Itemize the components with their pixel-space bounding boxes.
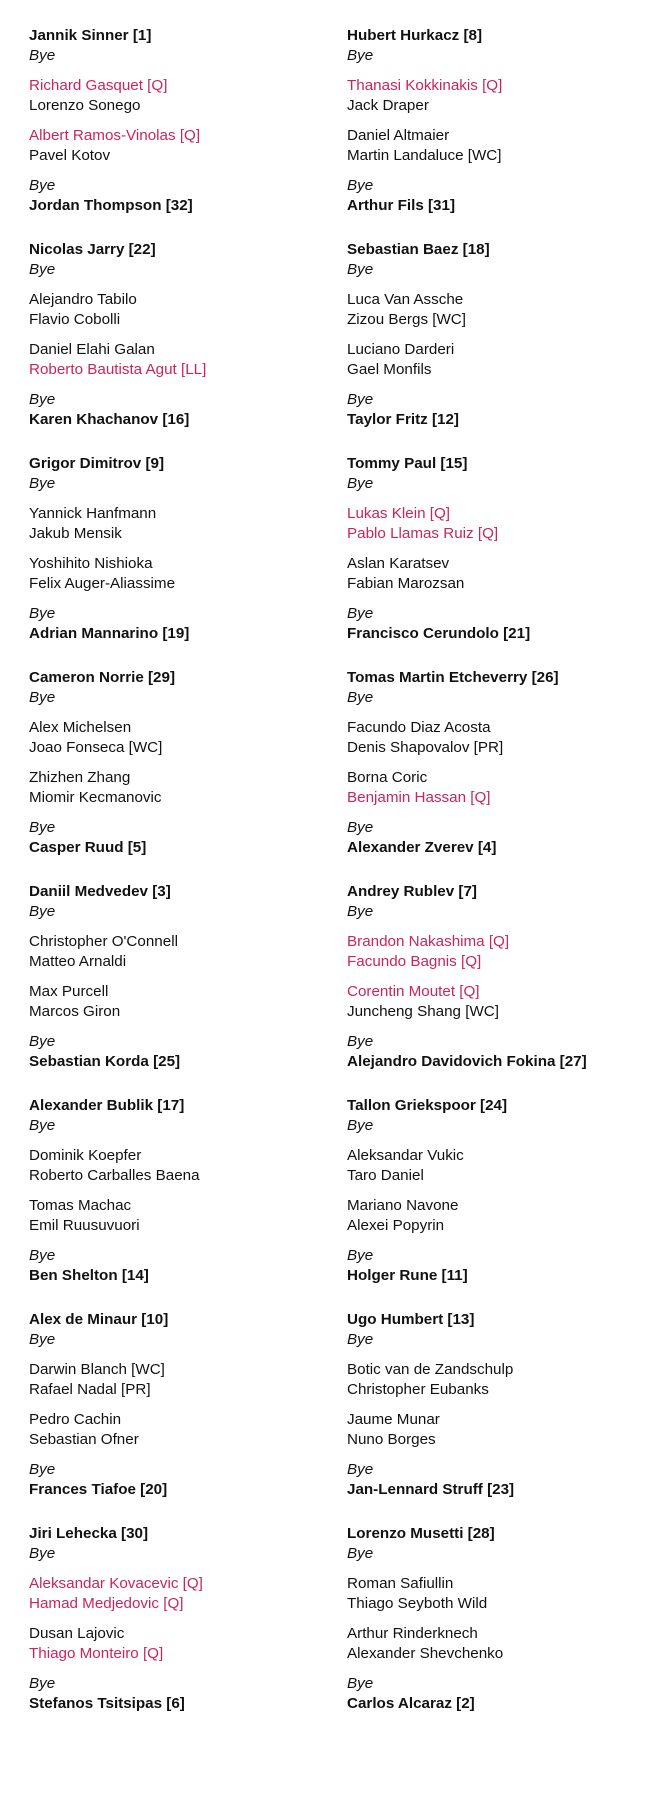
player-name: Daniel Altmaier bbox=[347, 127, 450, 144]
qualifier-player-name: Benjamin Hassan [Q] bbox=[347, 789, 491, 806]
qualifier-player-name: Roberto Bautista Agut [LL] bbox=[29, 361, 207, 378]
player-name: Pedro Cachin bbox=[29, 1411, 122, 1428]
bye-label: Bye bbox=[347, 177, 374, 194]
match-spacer bbox=[29, 922, 329, 932]
seeded-player-name: Ugo Humbert [13] bbox=[347, 1311, 475, 1328]
match-spacer bbox=[29, 166, 329, 176]
qualifier-player-name: Facundo Bagnis [Q] bbox=[347, 953, 482, 970]
match-spacer bbox=[29, 1186, 329, 1196]
draw-section bbox=[29, 668, 329, 858]
bye-label: Bye bbox=[347, 1331, 374, 1348]
match-spacer bbox=[347, 1136, 647, 1146]
player-name: Jakub Mensik bbox=[29, 525, 122, 542]
seeded-player-name: Stefanos Tsitsipas [6] bbox=[29, 1695, 185, 1712]
seeded-player-name: Karen Khachanov [16] bbox=[29, 411, 190, 428]
bye-label: Bye bbox=[29, 47, 56, 64]
player-name: Jaume Munar bbox=[347, 1411, 440, 1428]
qualifier-player-name: Brandon Nakashima [Q] bbox=[347, 933, 510, 950]
player-name: Alexander Shevchenko bbox=[347, 1645, 504, 1662]
match-spacer bbox=[29, 1450, 329, 1460]
player-name: Luca Van Assche bbox=[347, 291, 464, 308]
match-spacer bbox=[347, 1186, 647, 1196]
player-name: Zizou Bergs [WC] bbox=[347, 311, 466, 328]
match-spacer bbox=[347, 330, 647, 340]
seeded-player-name: Arthur Fils [31] bbox=[347, 197, 456, 214]
bye-label: Bye bbox=[347, 903, 374, 920]
qualifier-player-name: Richard Gasquet [Q] bbox=[29, 77, 168, 94]
player-name: Zhizhen Zhang bbox=[29, 769, 131, 786]
seeded-player-name: Francisco Cerundolo [21] bbox=[347, 625, 531, 642]
seeded-player-name: Sebastian Baez [18] bbox=[347, 241, 490, 258]
player-name: Sebastian Ofner bbox=[29, 1431, 139, 1448]
match-spacer bbox=[29, 330, 329, 340]
bye-label: Bye bbox=[347, 1545, 374, 1562]
player-name: Darwin Blanch [WC] bbox=[29, 1361, 165, 1378]
qualifier-player-name: Albert Ramos-Vinolas [Q] bbox=[29, 127, 201, 144]
bye-label: Bye bbox=[29, 261, 56, 278]
player-name: Tomas Machac bbox=[29, 1197, 132, 1214]
player-name: Luciano Darderi bbox=[347, 341, 455, 358]
bye-label: Bye bbox=[29, 475, 56, 492]
match-spacer bbox=[347, 1350, 647, 1360]
draw-section bbox=[347, 1310, 647, 1500]
match-spacer bbox=[347, 544, 647, 554]
player-name: Dusan Lajovic bbox=[29, 1625, 125, 1642]
player-name: Christopher Eubanks bbox=[347, 1381, 489, 1398]
player-name: Daniel Elahi Galan bbox=[29, 341, 155, 358]
bye-label: Bye bbox=[29, 689, 56, 706]
player-name: Miomir Kecmanovic bbox=[29, 789, 162, 806]
bye-label: Bye bbox=[347, 605, 374, 622]
bye-label: Bye bbox=[347, 689, 374, 706]
match-spacer bbox=[347, 1614, 647, 1624]
bye-label: Bye bbox=[347, 1117, 374, 1134]
draw-section bbox=[29, 454, 329, 644]
draw-section bbox=[347, 668, 647, 858]
bye-label: Bye bbox=[29, 1545, 56, 1562]
seeded-player-name: Casper Ruud [5] bbox=[29, 839, 147, 856]
player-name: Flavio Cobolli bbox=[29, 311, 121, 328]
match-spacer bbox=[347, 972, 647, 982]
draw-section bbox=[29, 1096, 329, 1286]
match-spacer bbox=[29, 1614, 329, 1624]
bye-label: Bye bbox=[29, 1117, 56, 1134]
player-name: Yoshihito Nishioka bbox=[29, 555, 153, 572]
seeded-player-name: Alexander Zverev [4] bbox=[347, 839, 497, 856]
bye-label: Bye bbox=[29, 903, 56, 920]
seeded-player-name: Sebastian Korda [25] bbox=[29, 1053, 181, 1070]
player-name: Pavel Kotov bbox=[29, 147, 111, 164]
match-spacer bbox=[347, 808, 647, 818]
bye-label: Bye bbox=[347, 1675, 374, 1692]
player-name: Botic van de Zandschulp bbox=[347, 1361, 514, 1378]
bye-label: Bye bbox=[347, 391, 374, 408]
bye-label: Bye bbox=[347, 261, 374, 278]
match-spacer bbox=[347, 922, 647, 932]
player-name: Marcos Giron bbox=[29, 1003, 121, 1020]
bye-label: Bye bbox=[29, 819, 56, 836]
seeded-player-name: Jannik Sinner [1] bbox=[29, 27, 152, 44]
bye-label: Bye bbox=[347, 1033, 374, 1050]
draw-section bbox=[347, 882, 647, 1072]
match-spacer bbox=[347, 1400, 647, 1410]
player-name: Joao Fonseca [WC] bbox=[29, 739, 163, 756]
match-spacer bbox=[347, 116, 647, 126]
player-name: Rafael Nadal [PR] bbox=[29, 1381, 151, 1398]
draw-section bbox=[347, 26, 647, 216]
player-name: Taro Daniel bbox=[347, 1167, 424, 1184]
draw-section bbox=[29, 240, 329, 430]
match-spacer bbox=[347, 1450, 647, 1460]
seeded-player-name: Grigor Dimitrov [9] bbox=[29, 455, 165, 472]
seeded-player-name: Ben Shelton [14] bbox=[29, 1267, 149, 1284]
qualifier-player-name: Corentin Moutet [Q] bbox=[347, 983, 480, 1000]
player-name: Fabian Marozsan bbox=[347, 575, 465, 592]
match-spacer bbox=[29, 972, 329, 982]
player-name: Emil Ruusuvuori bbox=[29, 1217, 140, 1234]
seeded-player-name: Alejandro Davidovich Fokina [27] bbox=[347, 1053, 587, 1070]
seeded-player-name: Taylor Fritz [12] bbox=[347, 411, 459, 428]
player-name: Matteo Arnaldi bbox=[29, 953, 127, 970]
match-spacer bbox=[347, 494, 647, 504]
player-name: Lorenzo Sonego bbox=[29, 97, 141, 114]
seeded-player-name: Tallon Griekspoor [24] bbox=[347, 1097, 508, 1114]
draw-section bbox=[29, 26, 329, 216]
match-spacer bbox=[347, 758, 647, 768]
seeded-player-name: Carlos Alcaraz [2] bbox=[347, 1695, 475, 1712]
seeded-player-name: Alex de Minaur [10] bbox=[29, 1311, 169, 1328]
draw-section bbox=[347, 1096, 647, 1286]
draw-section bbox=[347, 1524, 647, 1714]
player-name: Denis Shapovalov [PR] bbox=[347, 739, 504, 756]
match-spacer bbox=[29, 116, 329, 126]
match-spacer bbox=[29, 1136, 329, 1146]
match-spacer bbox=[347, 1664, 647, 1674]
qualifier-player-name: Pablo Llamas Ruiz [Q] bbox=[347, 525, 499, 542]
match-spacer bbox=[29, 1664, 329, 1674]
match-spacer bbox=[29, 494, 329, 504]
seeded-player-name: Daniil Medvedev [3] bbox=[29, 883, 171, 900]
player-name: Alejandro Tabilo bbox=[29, 291, 137, 308]
qualifier-player-name: Hamad Medjedovic [Q] bbox=[29, 1595, 184, 1612]
seeded-player-name: Tomas Martin Etcheverry [26] bbox=[347, 669, 559, 686]
match-spacer bbox=[347, 166, 647, 176]
qualifier-player-name: Thanasi Kokkinakis [Q] bbox=[347, 77, 503, 94]
bye-label: Bye bbox=[347, 1461, 374, 1478]
match-spacer bbox=[29, 544, 329, 554]
bye-label: Bye bbox=[347, 475, 374, 492]
seeded-player-name: Hubert Hurkacz [8] bbox=[347, 27, 483, 44]
match-spacer bbox=[29, 1350, 329, 1360]
seeded-player-name: Tommy Paul [15] bbox=[347, 455, 468, 472]
match-spacer bbox=[29, 280, 329, 290]
bye-label: Bye bbox=[29, 605, 56, 622]
player-name: Christopher O'Connell bbox=[29, 933, 178, 950]
player-name: Yannick Hanfmann bbox=[29, 505, 157, 522]
player-name: Aleksandar Vukic bbox=[347, 1147, 464, 1164]
player-name: Arthur Rinderknech bbox=[347, 1625, 478, 1642]
player-name: Borna Coric bbox=[347, 769, 428, 786]
player-name: Roberto Carballes Baena bbox=[29, 1167, 200, 1184]
player-name: Dominik Koepfer bbox=[29, 1147, 142, 1164]
player-name: Alex Michelsen bbox=[29, 719, 132, 736]
draw-column-left bbox=[29, 26, 329, 1714]
player-name: Thiago Seyboth Wild bbox=[347, 1595, 488, 1612]
match-spacer bbox=[29, 1022, 329, 1032]
bye-label: Bye bbox=[29, 1331, 56, 1348]
match-spacer bbox=[347, 1022, 647, 1032]
player-name: Alexei Popyrin bbox=[347, 1217, 445, 1234]
match-spacer bbox=[29, 758, 329, 768]
bye-label: Bye bbox=[29, 1461, 56, 1478]
match-spacer bbox=[29, 808, 329, 818]
player-name: Roman Safiullin bbox=[347, 1575, 454, 1592]
player-name: Max Purcell bbox=[29, 983, 109, 1000]
player-name: Gael Monfils bbox=[347, 361, 432, 378]
bye-label: Bye bbox=[347, 47, 374, 64]
draw-column-right bbox=[347, 26, 647, 1714]
seeded-player-name: Jan-Lennard Struff [23] bbox=[347, 1481, 515, 1498]
match-spacer bbox=[347, 708, 647, 718]
draw-section bbox=[29, 1524, 329, 1714]
match-spacer bbox=[29, 1564, 329, 1574]
draw-section bbox=[29, 882, 329, 1072]
match-spacer bbox=[29, 1400, 329, 1410]
match-spacer bbox=[347, 66, 647, 76]
match-spacer bbox=[347, 1564, 647, 1574]
match-spacer bbox=[29, 708, 329, 718]
seeded-player-name: Jiri Lehecka [30] bbox=[29, 1525, 149, 1542]
qualifier-player-name: Lukas Klein [Q] bbox=[347, 505, 450, 522]
bye-label: Bye bbox=[347, 819, 374, 836]
match-spacer bbox=[347, 280, 647, 290]
bye-label: Bye bbox=[29, 391, 56, 408]
player-name: Facundo Diaz Acosta bbox=[347, 719, 491, 736]
draw-section bbox=[347, 454, 647, 644]
player-name: Jack Draper bbox=[347, 97, 429, 114]
bye-label: Bye bbox=[29, 177, 56, 194]
draw-section bbox=[347, 240, 647, 430]
match-spacer bbox=[29, 380, 329, 390]
qualifier-player-name: Aleksandar Kovacevic [Q] bbox=[29, 1575, 203, 1592]
player-name: Nuno Borges bbox=[347, 1431, 436, 1448]
seeded-player-name: Frances Tiafoe [20] bbox=[29, 1481, 168, 1498]
draw-section bbox=[29, 1310, 329, 1500]
seeded-player-name: Jordan Thompson [32] bbox=[29, 197, 193, 214]
seeded-player-name: Andrey Rublev [7] bbox=[347, 883, 477, 900]
qualifier-player-name: Thiago Monteiro [Q] bbox=[29, 1645, 164, 1662]
match-spacer bbox=[347, 1236, 647, 1246]
seeded-player-name: Nicolas Jarry [22] bbox=[29, 241, 156, 258]
match-spacer bbox=[29, 1236, 329, 1246]
seeded-player-name: Cameron Norrie [29] bbox=[29, 669, 176, 686]
match-spacer bbox=[347, 380, 647, 390]
seeded-player-name: Holger Rune [11] bbox=[347, 1267, 468, 1284]
seeded-player-name: Alexander Bublik [17] bbox=[29, 1097, 185, 1114]
seeded-player-name: Lorenzo Musetti [28] bbox=[347, 1525, 495, 1542]
seeded-player-name: Adrian Mannarino [19] bbox=[29, 625, 190, 642]
bye-label: Bye bbox=[347, 1247, 374, 1264]
match-spacer bbox=[29, 594, 329, 604]
player-name: Juncheng Shang [WC] bbox=[347, 1003, 499, 1020]
bye-label: Bye bbox=[29, 1675, 56, 1692]
bye-label: Bye bbox=[29, 1247, 56, 1264]
match-spacer bbox=[29, 66, 329, 76]
player-name: Aslan Karatsev bbox=[347, 555, 450, 572]
player-name: Martin Landaluce [WC] bbox=[347, 147, 502, 164]
bye-label: Bye bbox=[29, 1033, 56, 1050]
player-name: Mariano Navone bbox=[347, 1197, 459, 1214]
player-name: Felix Auger-Aliassime bbox=[29, 575, 176, 592]
match-spacer bbox=[347, 594, 647, 604]
